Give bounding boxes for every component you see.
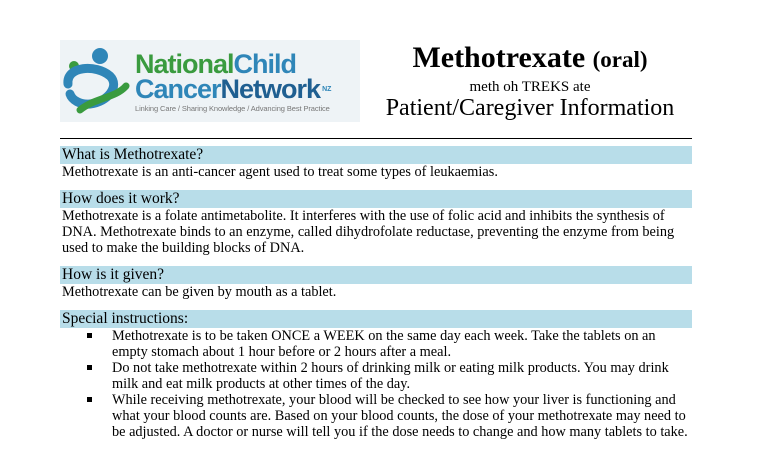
instruction-list	[60, 328, 692, 440]
section-what-is	[60, 146, 692, 180]
section-how-given	[60, 266, 692, 300]
document-body	[60, 146, 692, 450]
header-divider	[60, 138, 692, 139]
section-heading: What is Methotrexate?	[60, 146, 692, 164]
pronunciation: meth oh TREKS ate	[469, 79, 591, 95]
list-item: While receiving methotrexate, your blood will be checked to see how your liver is functioning and what your blood counts are. Based on your blood counts, the dose of your methotrexate may need to be adjusted. A doctor or nurse will tell you if the dose needs to change and how many tablets to take.	[60, 392, 692, 440]
drug-route: (oral)	[592, 47, 648, 72]
logo-head-icon	[92, 48, 108, 64]
section-heading: Special instructions:	[60, 310, 692, 328]
document-subtitle: Patient/Caregiver Information	[385, 95, 675, 121]
section-how-it-works	[60, 190, 692, 256]
logo-wordmark: NationalChild CancerNetwork $^{NZ}$	[135, 49, 332, 104]
section-special-instructions	[60, 310, 692, 440]
section-heading: How is it given?	[60, 266, 692, 284]
section-heading: How does it work?	[60, 190, 692, 208]
drug-name: Methotrexate	[412, 41, 586, 74]
section-body: Methotrexate can be given by mouth as a tablet.	[62, 284, 337, 300]
section-body: Methotrexate is a folate antimetabolite. It interferes with the use of folic acid and inhibits the synthesis of DNA. Methotrexate binds to an enzyme, called dihydrofolate reductase, preventing the enzyme from being used to make the building blocks of DNA.	[62, 208, 675, 256]
section-body: Methotrexate is an anti-cancer agent used to treat some types of leukaemias.	[62, 164, 498, 180]
list-item: Do not take methotrexate within 2 hours of drinking milk or eating milk products. You may drink milk and eat milk products at other times of the day.	[60, 360, 692, 392]
list-item: Methotrexate is to be taken ONCE a WEEK on the same day each week. Take the tablets on an empty stomach about 1 hour before or 2 hours after a meal.	[60, 328, 692, 360]
logo-tagline: Linking Care / Sharing Knowledge / Advancing Best Practice	[135, 104, 330, 113]
document-title	[365, 40, 695, 78]
